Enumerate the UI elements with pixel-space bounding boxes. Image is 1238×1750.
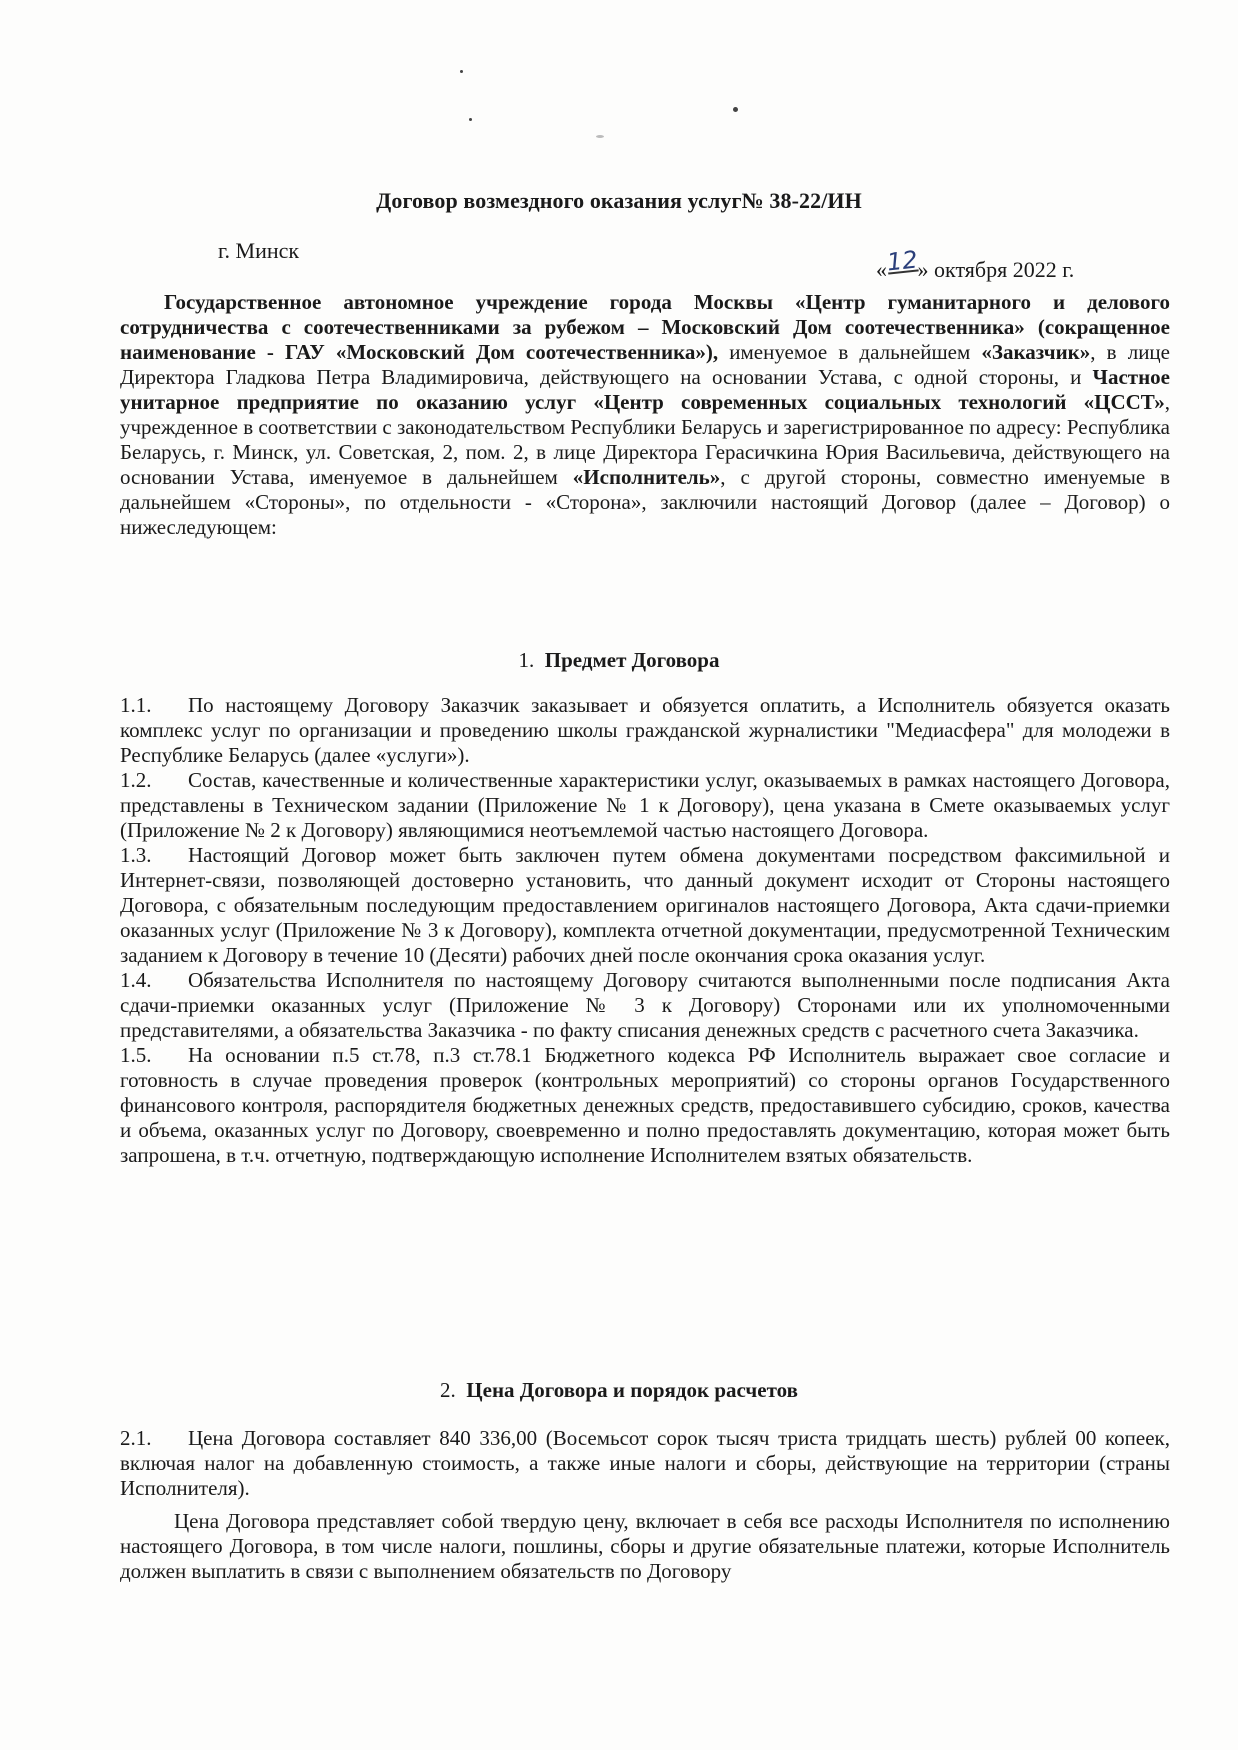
- clause-text: Состав, качественные и количественные характеристики услуг, оказываемых в рамках настоящего Договора, представлены в Техническом задании (Приложение № 1 к Договору), цена указана в Смете оказываемых услуг (Приложение № 2 к Договору) являющимися неотъемлемой частью настоящего Договора.: [120, 768, 1170, 842]
- scan-speck: [469, 118, 472, 121]
- date-close-quote: »: [917, 257, 929, 282]
- clause-1-1: [120, 693, 1170, 768]
- date-day-handwritten: 12: [885, 245, 919, 277]
- section-1-heading: [0, 648, 1238, 673]
- preamble-paragraph: [120, 290, 1170, 540]
- preamble-text: , с другой стороны, совместно именуемые в дальнейшем «Стороны», по отдельности - «Сторона», заключили настоящий Договор (далее – Договор) о нижеследующем:: [120, 465, 1171, 539]
- scan-speck: [596, 135, 604, 138]
- preamble-text: именуемое в дальнейшем: [718, 340, 982, 364]
- clause-number: 1.2.: [120, 768, 152, 792]
- scan-speck: [460, 70, 463, 73]
- clause-number: 1.3.: [120, 843, 152, 867]
- date-month-year: октября 2022 г.: [928, 257, 1075, 282]
- clause-1-3: [120, 843, 1170, 968]
- clause-number: 2.1.: [120, 1426, 152, 1450]
- price-paragraph: Цена Договора представляет собой твердую цену, включает в себя все расходы Исполнителя по исполнению настоящего Договора, в том числе налоги, пошлины, сборы и другие обязательные платежи, которые Исполнитель должен выплатить в связи с выполнением обязательств по Договору: [120, 1509, 1170, 1583]
- clause-1-5: [120, 1043, 1170, 1168]
- clause-text: Обязательства Исполнителя по настоящему Договору считаются выполненными после подписания Акта сдачи-приемки оказанных услуг (Приложение № 3 к Договору) Сторонами или их уполномоченными представителями, а обязательства Заказчика - по факту списания денежных средств с расчетного счета Заказчика.: [120, 968, 1170, 1042]
- executor-org-name: Частное унитарное предприятие по оказанию услуг «Центр современных социальных технологий «ЦССТ»: [120, 365, 1170, 414]
- preamble-text: , учрежденное в соответствии с законодательством Республики Беларусь и зарегистрированное по адресу: Республика Беларусь, г. Минск, ул. Советская, 2, пом. 2, в лице Директора Герасичкина Юрия Васильевича, действующего на основании Устава, именуемое в дальнейшем: [120, 390, 1170, 489]
- executor-term: «Исполнитель»: [572, 465, 721, 489]
- customer-term: «Заказчик»: [981, 340, 1091, 364]
- section-1-title: Предмет Договора: [544, 648, 720, 672]
- clause-number: 1.4.: [120, 968, 152, 992]
- clause-text: На основании п.5 ст.78, п.3 ст.78.1 Бюджетного кодекса РФ Исполнитель выражает свое согласие и готовность в случае проведения проверок (контрольных мероприятий) со стороны органов Государственного финансового контроля, распорядителя бюджетных денежных средств, предоставившего субсидию, сроков, качества и объема, оказанных услуг по Договору, своевременно и полно предоставлять документацию, которая может быть запрошена, в т.ч. отчетную, подтверждающую исполнение Исполнителем взятых обязательств.: [120, 1043, 1170, 1167]
- clause-text: Настоящий Договор может быть заключен путем обмена документами посредством факсимильной и Интернет-связи, позволяющей достоверно установить, что данный документ исходит от Стороны настоящего Договора, с обязательным последующим предоставлением оригиналов настоящего Договора, Акта сдачи-приемки оказанных услуг (Приложение № 3 к Договору), комплекта отчетной документации, предусмотренной Техническим заданием к Договору в течение 10 (Десяти) рабочих дней после окончания срока оказания услуг.: [120, 843, 1170, 967]
- clause-2-1: [120, 1426, 1170, 1501]
- scan-speck: [733, 107, 738, 112]
- clause-number: 1.5.: [120, 1043, 152, 1067]
- date-open-quote: «: [876, 257, 887, 282]
- document-title: Договор возмездного оказания услуг№ 38-22/ИН: [376, 188, 862, 213]
- contract-place: г. Минск: [218, 238, 300, 263]
- section-2-heading: [0, 1378, 1238, 1403]
- section-2-title: Цена Договора и порядок расчетов: [466, 1378, 798, 1402]
- clause-number: 1.1.: [120, 693, 152, 717]
- section-2-body: [120, 1426, 1170, 1584]
- clause-text: Цена Договора составляет 840 336,00 (Восемьсот сорок тысяч триста тридцать шесть) рублей 00 копеек, включая налог на добавленную стоимость, а также иные налоги и сборы, действующие на территории (страны Исполнителя).: [120, 1426, 1170, 1500]
- clause-text: По настоящему Договору Заказчик заказывает и обязуется оплатить, а Исполнитель обязуется оказать комплекс услуг по организации и проведению школы гражданской журналистики "Медиасфера" для молодежи в Республике Беларусь (далее «услуги»).: [120, 693, 1170, 767]
- clause-1-4: [120, 968, 1170, 1043]
- clause-1-2: [120, 768, 1170, 843]
- section-2-number: 2.: [440, 1378, 456, 1402]
- customer-org-name: Государственное автономное учреждение города Москвы «Центр гуманитарного и делового сотрудничества с соотечественниками за рубежом – Московский Дом соотечественника» (сокращенное наименование - ГАУ «Московский Дом соотечественника»),: [120, 290, 1170, 364]
- contract-date: [876, 245, 1075, 283]
- section-1-number: 1.: [518, 648, 535, 672]
- preamble-text: , в лице Директора Гладкова Петра Владимировича, действующего на основании Устава, с одной стороны, и: [120, 340, 1170, 389]
- section-1-items: [120, 693, 1170, 1168]
